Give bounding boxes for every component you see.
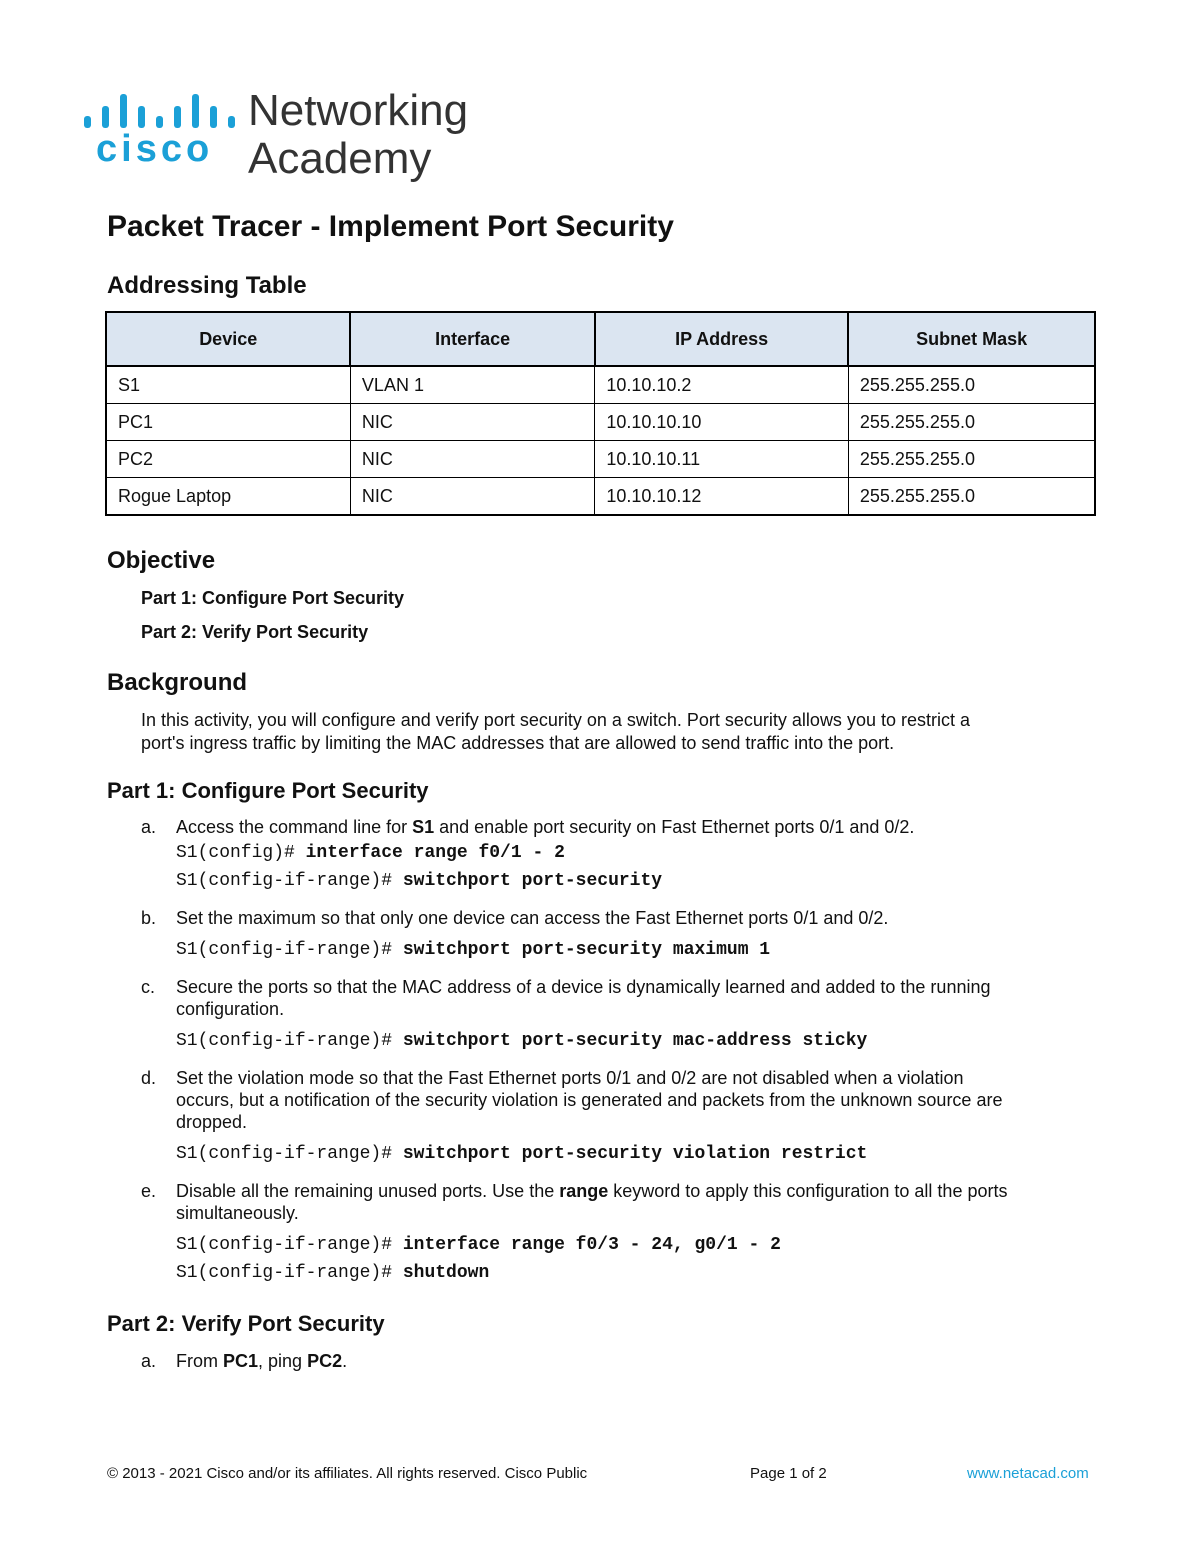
footer-page-number: Page 1 of 2	[750, 1465, 827, 1482]
step-text: From PC1, ping PC2.	[176, 1351, 348, 1371]
cell-interface: NIC	[350, 441, 594, 478]
cell-device: PC1	[106, 404, 350, 441]
step-label: b.	[141, 908, 157, 928]
header-interface: Interface	[350, 312, 594, 366]
cell-device: S1	[106, 366, 350, 404]
document-title: Packet Tracer - Implement Port Security	[107, 210, 674, 243]
background-heading: Background	[107, 669, 248, 696]
objective-item: Part 2: Verify Port Security	[141, 622, 369, 642]
table-row	[106, 404, 1095, 441]
objective-heading: Objective	[107, 547, 216, 574]
table-header-row	[106, 312, 1095, 366]
cell-interface: NIC	[350, 478, 594, 516]
cli-command: S1(config-if-range)# switchport port-security	[176, 871, 663, 891]
step-label: c.	[141, 977, 156, 997]
addressing-table-heading: Addressing Table	[107, 272, 307, 299]
part1-heading: Part 1: Configure Port Security	[107, 778, 429, 803]
cell-device: PC2	[106, 441, 350, 478]
cell-device: Rogue Laptop	[106, 478, 350, 516]
footer-website-link[interactable]: www.netacad.com	[967, 1465, 1089, 1482]
cell-ip: 10.10.10.10	[595, 404, 849, 441]
cell-ip: 10.10.10.2	[595, 366, 849, 404]
footer-copyright: © 2013 - 2021 Cisco and/or its affiliates. All rights reserved. Cisco Public	[107, 1465, 588, 1482]
step-text: Access the command line for S1 and enable port security on Fast Ethernet ports 0/1 and 0/2.	[176, 817, 915, 837]
cli-command: S1(config-if-range)# switchport port-security violation restrict	[176, 1144, 868, 1164]
header-subnet-mask: Subnet Mask	[848, 312, 1095, 366]
cli-command: S1(config-if-range)# switchport port-security maximum 1	[176, 940, 771, 960]
table-row	[106, 478, 1095, 516]
step-label: d.	[141, 1068, 157, 1088]
table-row	[106, 441, 1095, 478]
header-device: Device	[106, 312, 350, 366]
cell-mask: 255.255.255.0	[848, 478, 1095, 516]
background-line: port's ingress traffic by limiting the MAC addresses that are allowed to send traffic into the port.	[141, 733, 895, 753]
background-line: In this activity, you will configure and verify port security on a switch. Port security allows you to restrict a	[141, 710, 970, 730]
table-row	[106, 366, 1095, 404]
step-text: Disable all the remaining unused ports. Use the range keyword to apply this configuration to all the ports simultaneously.	[176, 1181, 1008, 1223]
cisco-bars-icon	[84, 94, 234, 128]
objective-item: Part 1: Configure Port Security	[141, 588, 405, 608]
cell-interface: NIC	[350, 404, 594, 441]
step-text: Set the violation mode so that the Fast Ethernet ports 0/1 and 0/2 are not disabled when a violation occurs, but a notification of the security violation is generated and packets from the unknown source are dropped.	[176, 1068, 1003, 1132]
step-text: Set the maximum so that only one device can access the Fast Ethernet ports 0/1 and 0/2.	[176, 908, 889, 928]
cli-command: S1(config-if-range)# interface range f0/3 - 24, g0/1 - 2	[176, 1235, 781, 1255]
logo-networking-text: Networking	[248, 86, 469, 135]
background-paragraph	[141, 709, 1101, 755]
cli-command: S1(config)# interface range f0/1 - 2	[176, 843, 565, 863]
cisco-wordmark: cisco	[96, 128, 214, 170]
cli-command: S1(config-if-range)# switchport port-security mac-address sticky	[176, 1031, 868, 1051]
cli-command: S1(config-if-range)# shutdown	[176, 1263, 490, 1283]
step-label: a.	[141, 1351, 157, 1371]
cell-mask: 255.255.255.0	[848, 441, 1095, 478]
step-text: Secure the ports so that the MAC address of a device is dynamically learned and added to the running configuration.	[176, 977, 991, 1019]
cell-mask: 255.255.255.0	[848, 404, 1095, 441]
cell-mask: 255.255.255.0	[848, 366, 1095, 404]
step-label: e.	[141, 1181, 157, 1201]
logo-academy-text: Academy	[248, 134, 432, 183]
cisco-networking-academy-logo	[84, 86, 484, 186]
cell-ip: 10.10.10.11	[595, 441, 849, 478]
addressing-table	[105, 311, 1096, 516]
cell-interface: VLAN 1	[350, 366, 594, 404]
cell-ip: 10.10.10.12	[595, 478, 849, 516]
part2-heading: Part 2: Verify Port Security	[107, 1311, 385, 1336]
step-label: a.	[141, 817, 157, 837]
header-ip-address: IP Address	[595, 312, 849, 366]
